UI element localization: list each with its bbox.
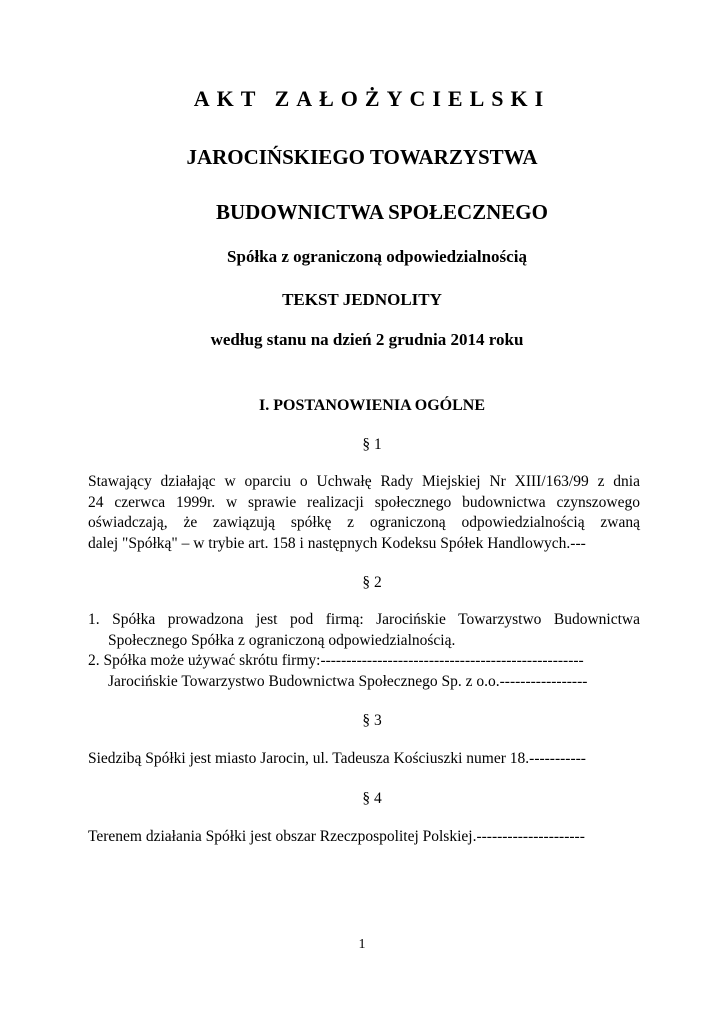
consolidated-text-label: TEKST JEDNOLITY	[282, 290, 442, 309]
paragraph-body-4	[88, 827, 640, 848]
text-line: Terenem działania Spółki jest obszar Rzeczpospolitej Polskiej.---------------------	[88, 828, 585, 845]
text-line: 24 czerwca 1999r. w sprawie realizacji społecznego budownictwa czynszowego	[88, 493, 640, 511]
paragraph-symbol-1: § 1	[362, 436, 382, 453]
page-number: 1	[358, 937, 366, 952]
paragraph-symbol-3: § 3	[362, 712, 382, 729]
text-line: Stawający działając w oparciu o Uchwałę Rady Miejskiej Nr XIII/163/99 z dnia	[88, 473, 640, 490]
paragraph-body-1	[88, 472, 640, 554]
company-type: Spółka z ograniczoną odpowiedzialnością	[227, 247, 527, 266]
text-line: 2. Spółka może używać skrótu firmy:---------------------------------------------------	[88, 652, 584, 669]
company-name-line1: JAROCIŃSKIEGO TOWARZYSTWA	[186, 145, 538, 169]
text-line: Jarocińskie Towarzystwo Budownictwa Społecznego Sp. z o.o.-----------------	[108, 672, 588, 690]
section-heading: I. POSTANOWIENIA OGÓLNE	[259, 397, 485, 414]
text-line: dalej "Spółką" – w trybie art. 158 i następnych Kodeksu Spółek Handlowych.---	[88, 534, 586, 552]
company-name-line2: BUDOWNICTWA SPOŁECZNEGO	[216, 200, 548, 224]
text-line: 1. Spółka prowadzona jest pod firmą: Jarocińskie Towarzystwo Budownictwa	[88, 611, 640, 628]
text-line: oświadczają, że zawiązują spółkę z ograniczoną odpowiedzialnością zwaną	[88, 514, 640, 531]
document-title: AKT ZAŁOŻYCIELSKI	[193, 86, 551, 111]
paragraph-symbol-4: § 4	[362, 790, 382, 807]
paragraph-body-3	[88, 749, 640, 770]
text-line: Siedzibą Spółki jest miasto Jarocin, ul. Tadeusza Kościuszki numer 18.-----------	[88, 750, 586, 767]
paragraph-symbol-2: § 2	[362, 574, 382, 591]
status-date: według stanu na dzień 2 grudnia 2014 roku	[210, 330, 524, 349]
text-line: Społecznego Spółka z ograniczoną odpowiedzialnością.	[108, 631, 456, 649]
paragraph-body-2	[88, 610, 640, 692]
